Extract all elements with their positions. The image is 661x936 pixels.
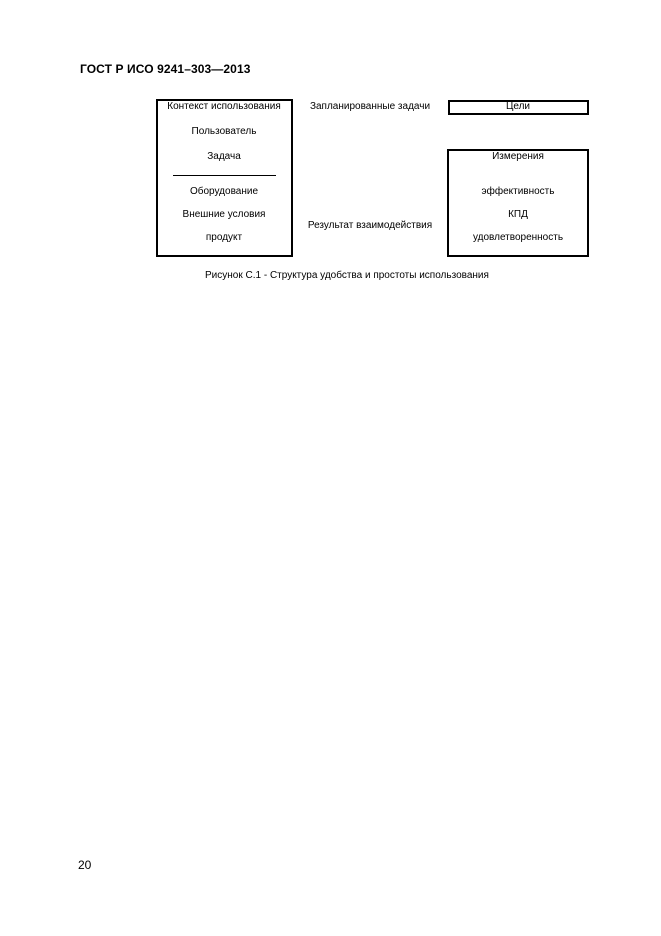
planned-tasks-label: Запланированные задачи — [309, 101, 431, 112]
interaction-result-label: Результат взаимодействия — [307, 220, 433, 231]
satisfaction-label: удовлетворенность — [472, 232, 564, 243]
measures-title: Измерения — [492, 151, 544, 162]
page-number: 20 — [78, 858, 92, 872]
document-header-title: ГОСТ Р ИСО 9241–303—2013 — [80, 62, 251, 76]
task-label: Задача — [207, 151, 241, 162]
effectiveness-label: эффективность — [481, 186, 555, 197]
task-divider-line — [173, 175, 276, 176]
efficiency-label: КПД — [508, 209, 528, 220]
product-label: продукт — [205, 232, 243, 243]
figure-caption: Рисунок С.1 - Структура удобства и простоты использования — [205, 270, 489, 281]
goals-title: Цели — [505, 101, 531, 112]
user-label: Пользователь — [191, 126, 257, 137]
equipment-label: Оборудование — [189, 186, 259, 197]
context-of-use-title: Контекст использования — [167, 101, 281, 112]
environment-label: Внешние условия — [182, 209, 266, 220]
